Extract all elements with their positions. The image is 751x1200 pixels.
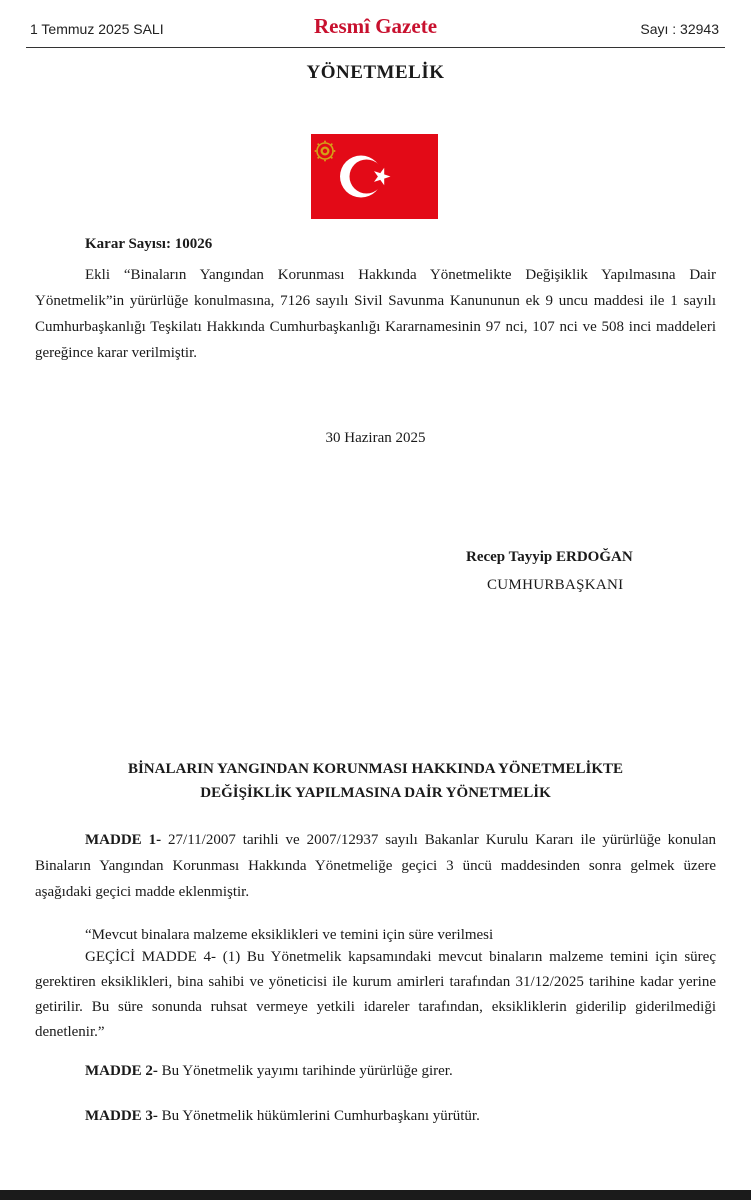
provisional-article-4-label: GEÇİCİ MADDE 4- [85,949,216,965]
article-1-label: MADDE 1- [85,832,162,848]
document-type-heading: YÖNETMELİK [306,62,445,83]
article-2 [85,1063,453,1080]
turkish-flag-icon [311,134,438,219]
provisional-article-heading: “Mevcut binalara malzeme eksiklikleri ve temini için süre verilmesi [85,927,494,943]
regulation-title-line-1: BİNALARIN YANGINDAN KORUNMASI HAKKINDA YÖNETMELİKTE [127,761,624,777]
header-divider [26,47,725,48]
signer-name: Recep Tayyip ERDOĞAN [466,549,633,565]
article-2-label: MADDE 2- [85,1063,158,1079]
decision-text: Ekli “Binaların Yangından Korunması Hakkında Yönetmelikte Değişiklik Yapılmasına Dair Yönetmelik”in yürürlüğe konulmasına, 7126 sayılı Sivil Savunma Kanununun ek 9 uncu maddesi ile 1 sayılı Cumhurbaşkanlığı Teşkilatı Hakkında Cumhurbaşkanlığı Kararnamesinin 97 nci, 107 nci ve 508 inci maddeleri gereğince karar verilmiştir. [35,267,716,361]
signer-title: CUMHURBAŞKANI [487,577,624,593]
article-3 [85,1108,480,1125]
article-3-text: Bu Yönetmelik hükümlerini Cumhurbaşkanı yürütür. [157,1108,480,1124]
gazette-title: Resmî Gazete [313,14,438,38]
article-1-text: 27/11/2007 tarihli ve 2007/12937 sayılı Bakanlar Kurulu Kararı ile yürürlüğe konulan Binaların Yangından Korunması Hakkında Yönetmeliğe geçici 3 üncü maddesinden sonra gelmek üzere aşağıdaki geçici madde eklenmiştir. [35,832,717,900]
decision-date: 30 Haziran 2025 [325,430,426,446]
article-1 [35,827,716,905]
decision-number: Karar Sayısı: 10026 [85,236,213,252]
screen-bottom-bar [0,1190,751,1200]
publication-date: 1 Temmuz 2025 SALI [30,21,164,37]
article-3-label: MADDE 3- [85,1108,158,1124]
article-2-text: Bu Yönetmelik yayımı tarihinde yürürlüğe girer. [157,1063,453,1079]
regulation-title-line-2: DEĞİŞİKLİK YAPILMASINA DAİR YÖNETMELİK [200,785,551,801]
gazette-header [0,0,751,50]
provisional-article-4 [35,945,716,1045]
provisional-article-4-text: (1) Bu Yönetmelik kapsamındaki mevcut binaların malzeme temini için süreç gerektiren eksiklikleri, bina sahibi ve yöneticisi ile kurum amirleri tarafından 31/12/2025 tarihine kadar yerine getirilir. Bu süre sonunda ruhsat vermeye yetkili idareler tarafından, eksikliklerin giderilip giderilmediği denetlenir.” [35,949,716,1040]
issue-number: Sayı : 32943 [640,21,719,37]
presidential-seal-icon [315,141,336,162]
